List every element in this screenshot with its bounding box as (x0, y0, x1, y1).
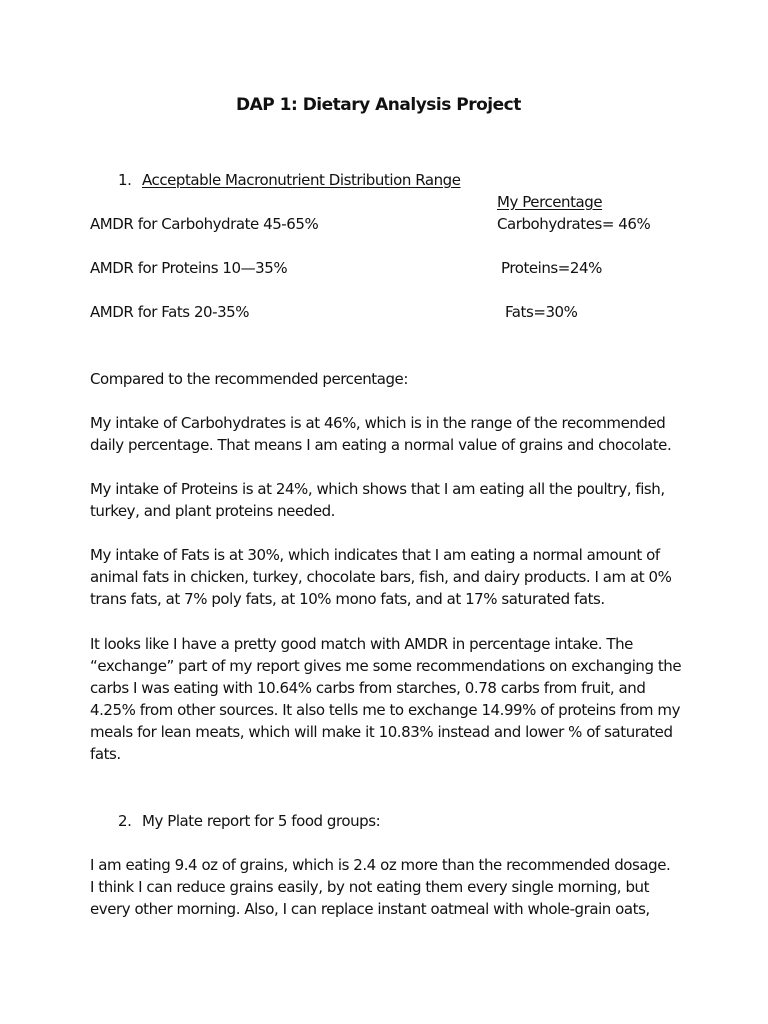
section-1-heading: Acceptable Macronutrient Distribution Range (142, 171, 461, 189)
proteins-paragraph (90, 478, 690, 522)
carbs-paragraph (90, 412, 690, 456)
section-1-number: 1. (118, 171, 132, 189)
paragraph-line: carbs I was eating with 10.64% carbs from starches, 0.78 carbs from fruit, and (90, 679, 646, 697)
paragraph-line: My intake of Proteins is at 24%, which shows that I am eating all the poultry, fish, (90, 480, 665, 498)
paragraph-line: turkey, and plant proteins needed. (90, 502, 335, 520)
paragraph-line: every other morning. Also, I can replace instant oatmeal with whole-grain oats, (90, 900, 650, 918)
paragraph-line: It looks like I have a pretty good match with AMDR in percentage intake. The (90, 635, 633, 653)
paragraph-line: trans fats, at 7% poly fats, at 10% mono fats, and at 17% saturated fats. (90, 590, 605, 608)
amdr-proteins: AMDR for Proteins 10—35% (90, 259, 288, 277)
page-title: DAP 1: Dietary Analysis Project (236, 95, 521, 115)
paragraph-line: 4.25% from other sources. It also tells me to exchange 14.99% of proteins from my (90, 701, 680, 719)
my-proteins: Proteins=24% (501, 259, 602, 277)
my-carbohydrates: Carbohydrates= 46% (497, 215, 651, 233)
paragraph-line: daily percentage. That means I am eating a normal value of grains and chocolate. (90, 436, 672, 454)
my-percentage-header: My Percentage (497, 193, 603, 211)
section-2-heading: My Plate report for 5 food groups: (142, 812, 381, 830)
paragraph-line: “exchange” part of my report gives me some recommendations on exchanging the (90, 657, 682, 675)
paragraph-line: I am eating 9.4 oz of grains, which is 2.4 oz more than the recommended dosage. (90, 856, 671, 874)
grains-paragraph (90, 854, 690, 920)
amdr-fats: AMDR for Fats 20-35% (90, 303, 250, 321)
paragraph-line: animal fats in chicken, turkey, chocolate bars, fish, and dairy products. I am at 0% (90, 568, 672, 586)
paragraph-line: meals for lean meats, which will make it 10.83% instead and lower % of saturated (90, 723, 673, 741)
amdr-match-paragraph (90, 633, 690, 765)
paragraph-line: My intake of Carbohydrates is at 46%, which is in the range of the recommended (90, 414, 666, 432)
fats-paragraph (90, 544, 690, 610)
paragraph-line: I think I can reduce grains easily, by not eating them every single morning, but (90, 878, 649, 896)
amdr-carbohydrate: AMDR for Carbohydrate 45-65% (90, 215, 319, 233)
compared-label: Compared to the recommended percentage: (90, 370, 408, 388)
paragraph-line: My intake of Fats is at 30%, which indicates that I am eating a normal amount of (90, 546, 660, 564)
section-2-number: 2. (118, 812, 132, 830)
paragraph-line: fats. (90, 745, 121, 763)
my-fats: Fats=30% (505, 303, 578, 321)
